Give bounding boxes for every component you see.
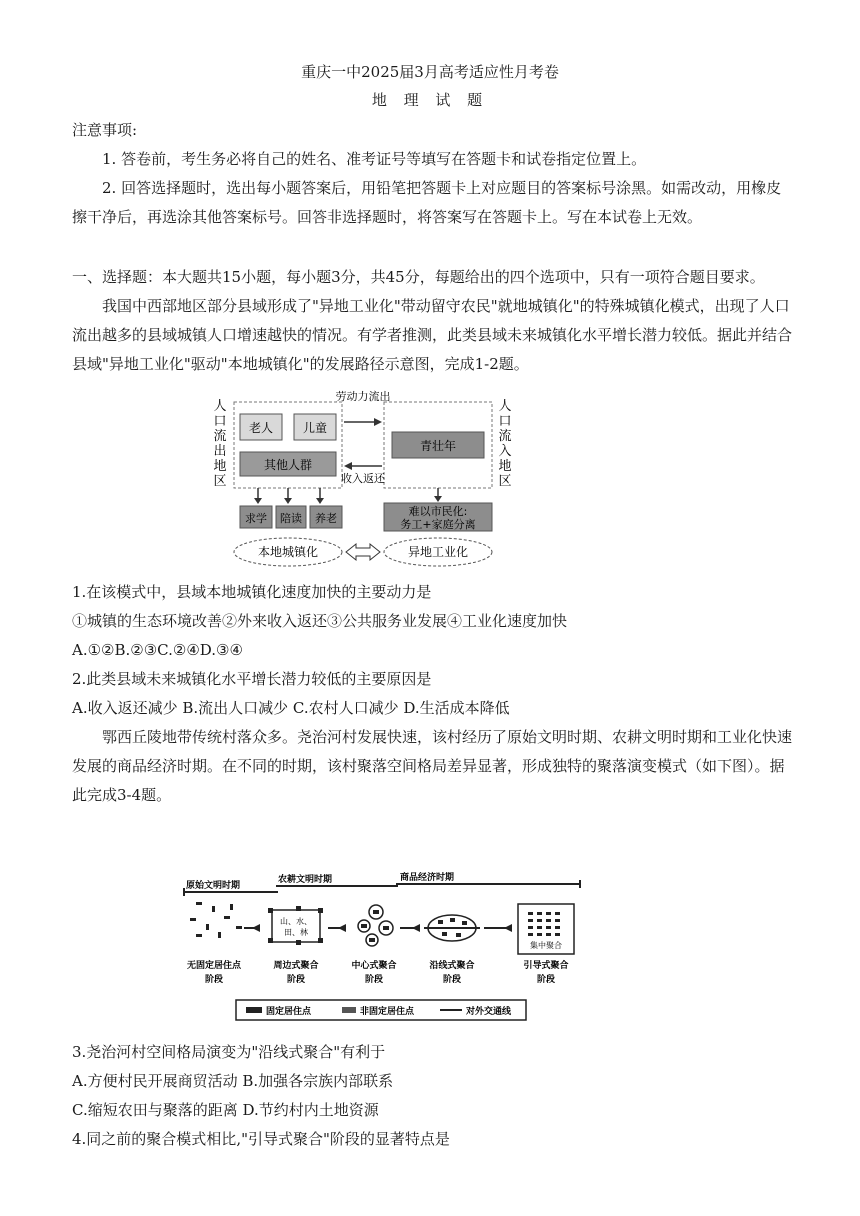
stage-2-text-2: 田、林 bbox=[284, 928, 308, 937]
stage-5-label-a: 引导式聚合 bbox=[523, 961, 569, 971]
child-label: 儿童 bbox=[302, 421, 328, 435]
question-1-options: ①城镇的生态环境改善②外来收入返还③公共服务业发展④工业化速度加快 bbox=[72, 612, 568, 630]
legend-nonfixed-label: 非固定居住点 bbox=[360, 1007, 415, 1017]
section-1 bbox=[72, 263, 792, 379]
question-1-choices: A.①②B.②③C.②④D.③④ bbox=[72, 641, 243, 659]
stage-1-label-b: 阶段 bbox=[204, 975, 224, 985]
hard-citizen-label-2: 务工+家庭分离 bbox=[400, 518, 476, 531]
intro-q3-4: 鄂西丘陵地带传统村落众多。尧治河村发展快速，该村经历了原始文明时期、农耕文明时期和工业化快速发展的商品经济时期。在不同的时期，该村聚落空间格局差异显著，形成独特的聚落演变模式（如下图）。据此完成3-4题。 bbox=[72, 728, 793, 804]
notice-heading: 注意事项: bbox=[72, 121, 138, 139]
question-2: 2.此类县域未来城镇化水平增长潜力较低的主要原因是 bbox=[72, 670, 432, 688]
legend-nonfixed-swatch bbox=[342, 1007, 356, 1013]
double-arrow-icon bbox=[346, 544, 380, 560]
stage-5-label-b: 阶段 bbox=[536, 975, 556, 985]
elder-label: 老人 bbox=[248, 421, 274, 435]
questions-1-2 bbox=[72, 578, 792, 810]
income-return-label: 收入返还 bbox=[341, 472, 385, 485]
stage-1-label-a: 无固定居住点 bbox=[186, 961, 242, 971]
remote-industrialization-label: 异地工业化 bbox=[407, 545, 469, 559]
question-2-choices: A.收入返还减少 B.流出人口减少 C.农村人口减少 D.生活成本降低 bbox=[72, 699, 510, 717]
labor-out-label: 劳动力流出 bbox=[335, 390, 391, 403]
question-3-choices-2: C.缩短农田与聚落的距离 D.节约村内土地资源 bbox=[72, 1101, 379, 1119]
exam-title: 重庆一中2025届3月高考适应性月考卷 bbox=[301, 63, 559, 81]
question-1: 1.在该模式中，县域本地城镇化速度加快的主要动力是 bbox=[72, 583, 432, 601]
legend-road-label: 对外交通线 bbox=[466, 1007, 512, 1017]
local-urbanization-label: 本地城镇化 bbox=[257, 545, 319, 559]
exam-subject: 地 理 试 题 bbox=[371, 91, 489, 109]
notice-section bbox=[72, 116, 792, 232]
stage-2-label-a: 周边式聚合 bbox=[273, 961, 319, 971]
retire-label: 养老 bbox=[315, 512, 337, 525]
stage-2-text-1: 山、水、 bbox=[280, 917, 312, 926]
settlement-evolution-diagram bbox=[178, 866, 588, 1026]
question-3-choices-1: A.方便村民开展商贸活动 B.加强各宗族内部联系 bbox=[72, 1072, 394, 1090]
intro-q1-2: 我国中西部地区部分县域形成了"异地工业化"带动留守农民"就地城镇化"的特殊城镇化模式，出现了人口流出越多的县域城镇人口增速越快的情况。有学者推测，此类县域未来城镇化水平增长潜力较低。据此并结合县域"异地工业化"驱动"本地城镇化"的发展路径示意图，完成1-2题。 bbox=[72, 297, 793, 373]
stage-2-icon bbox=[268, 906, 323, 945]
stage-4-label-b: 阶段 bbox=[442, 975, 462, 985]
stage-3-label-b: 阶段 bbox=[364, 975, 384, 985]
study-label: 求学 bbox=[245, 512, 267, 525]
questions-3-4 bbox=[72, 1038, 792, 1154]
stage-3-label-a: 中心式聚合 bbox=[351, 961, 397, 971]
accompany-label: 陪读 bbox=[280, 512, 302, 525]
legend-fixed-swatch bbox=[246, 1007, 262, 1013]
stage-5-icon bbox=[518, 904, 574, 954]
section-heading: 一、选择题：本大题共15小题，每小题3分，共45分，每题给出的四个选项中，只有一项符合题目要求。 bbox=[72, 268, 765, 286]
question-3: 3.尧治河村空间格局演变为"沿线式聚合"有利于 bbox=[72, 1043, 386, 1061]
left-region-label: 人口流出地区 bbox=[213, 399, 227, 489]
period-commodity: 商品经济时期 bbox=[400, 873, 455, 883]
urbanization-diagram bbox=[208, 388, 518, 570]
notice-item-1: 1. 答卷前，考生务必将自己的姓名、准考证号等填写在答题卡和试卷指定位置上。 bbox=[102, 150, 647, 168]
stage-4-icon bbox=[424, 915, 480, 941]
question-4: 4.同之前的聚合模式相比,"引导式聚合"阶段的显著特点是 bbox=[72, 1130, 450, 1148]
hard-citizen-label-1: 难以市民化: bbox=[408, 505, 468, 518]
stage-5-text: 集中聚合 bbox=[530, 941, 562, 950]
stage-2-label-b: 阶段 bbox=[286, 975, 306, 985]
stage-3-icon bbox=[358, 905, 393, 946]
stage-1-icon bbox=[190, 902, 242, 938]
legend-fixed-label: 固定居住点 bbox=[266, 1007, 312, 1017]
youth-label: 青壮年 bbox=[419, 439, 457, 453]
others-label: 其他人群 bbox=[263, 458, 313, 472]
period-farming: 农耕文明时期 bbox=[278, 875, 333, 885]
right-region-label: 人口流入地区 bbox=[498, 399, 512, 489]
notice-item-2: 2. 回答选择题时，选出每小题答案后，用铅笔把答题卡上对应题目的答案标号涂黑。如需改动，用橡皮擦干净后，再选涂其他答案标号。回答非选择题时，将答案写在答题卡上。写在本试卷上无效。 bbox=[72, 179, 782, 226]
stage-4-label-a: 沿线式聚合 bbox=[429, 961, 475, 971]
period-primitive: 原始文明时期 bbox=[186, 881, 241, 891]
